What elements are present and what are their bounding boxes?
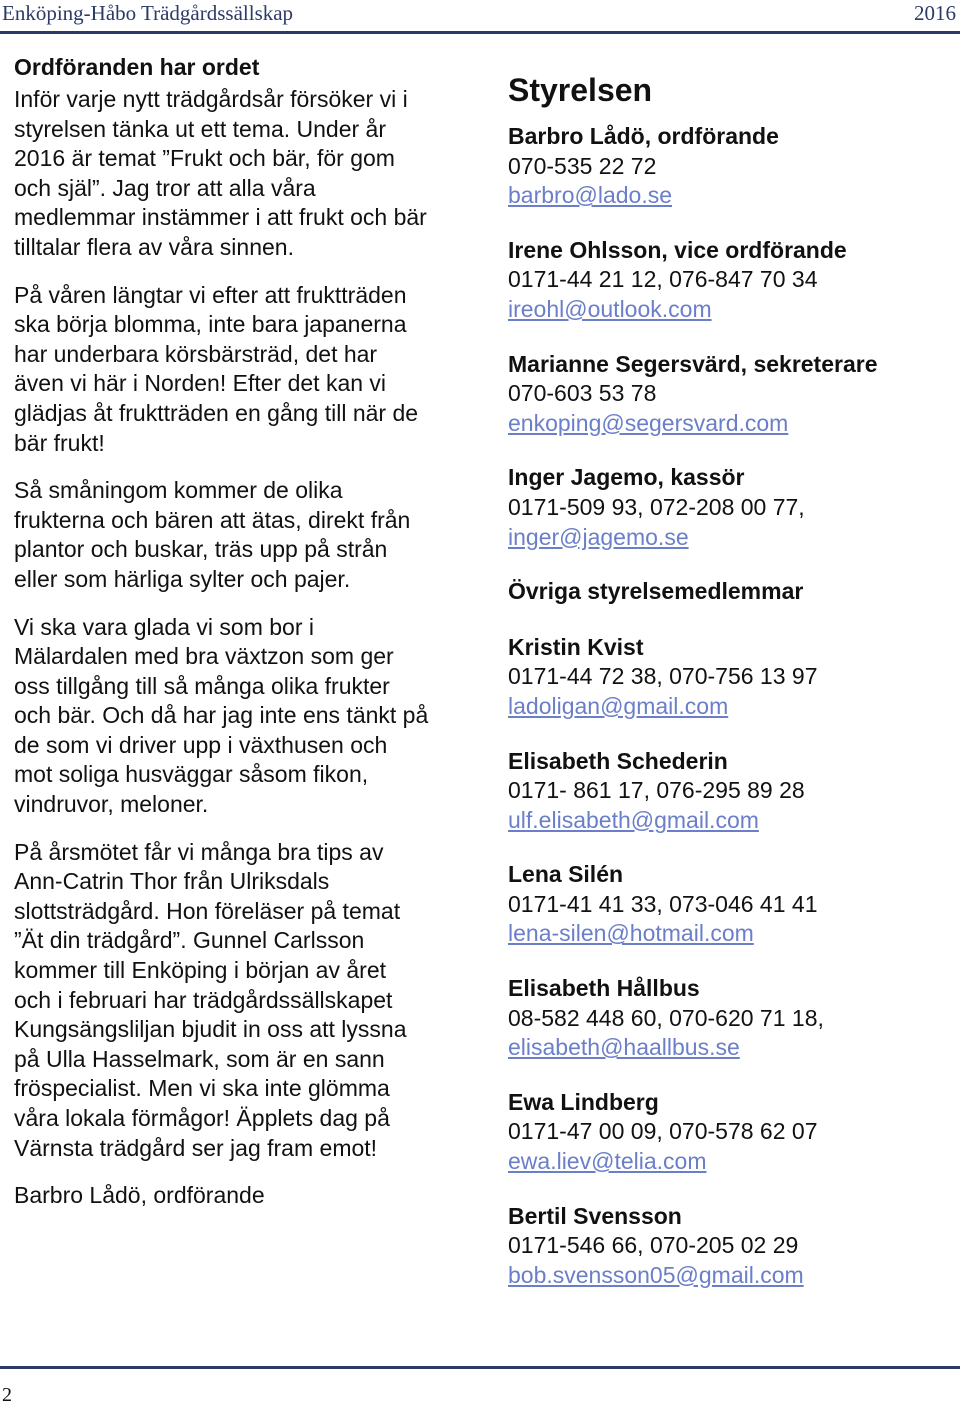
member-email-link[interactable]: ulf.elisabeth@gmail.com (508, 806, 759, 833)
page-number: 2 (2, 1384, 12, 1406)
member-name: Barbro Lådö, ordförande (508, 123, 779, 149)
member-phone: 0171-44 72 38, 070-756 13 97 (508, 663, 818, 690)
member-phone: 0171-44 21 12, 076-847 70 34 (508, 266, 818, 293)
chairman-article (14, 53, 429, 1229)
board-member (508, 350, 953, 439)
board-member (508, 860, 953, 949)
board-member (508, 1202, 953, 1291)
member-email-link[interactable]: enkoping@segersvard.com (508, 409, 789, 436)
board-member (508, 122, 953, 211)
member-phone: 0171- 861 17, 076-295 89 28 (508, 777, 805, 804)
member-phone: 0171-41 41 33, 073-046 41 41 (508, 890, 818, 917)
member-phone: 070-603 53 78 (508, 380, 657, 407)
member-name: Bertil Svensson (508, 1202, 682, 1229)
board-member (508, 236, 953, 325)
other-members-heading: Övriga styrelsemedlemmar (508, 578, 804, 605)
article-paragraph: Vi ska vara glada vi som bor i Mälardalen med bra växtzon som ger oss tillgång till så många olika frukter och bär. Och då har jag inte ens tänkt på de som vi driver upp i växthusen och mot soliga husväggar såsom fikon, vindruvor, meloner. (14, 613, 429, 818)
article-paragraph: Inför varje nytt trädgårdsår försöker vi i styrelsen tänka ut ett tema. Under år 2016 är temat ”Frukt och bär, för gom och själ”. Jag tror att alla våra medlemmar instämmer i att frukt och bär tilltalar flera av våra sinnen. (14, 86, 427, 260)
member-phone: 08-582 448 60, 070-620 71 18, (508, 1004, 824, 1031)
article-paragraph: På årsmötet får vi många bra tips av Ann-Catrin Thor från Ulriksdals slottsträdgård. Hon föreläser på temat ”Ät din trädgård”. Gunnel Carlsson kommer till Enköping i början av året och i februari har trädgårdssällskapet Kungsängsliljan bjudit in oss att lyssna på Ulla Hasselmark, som är en sann fröspecialist. Men vi ska inte glömma våra lokala förmågor! Äpplets dag på Värnsta trädgård ser jag fram emot! (14, 838, 407, 1161)
page-header (0, 0, 960, 30)
board-member (508, 974, 953, 1063)
member-phone: 0171-509 93, 072-208 00 77, (508, 493, 805, 520)
member-name: Kristin Kvist (508, 633, 644, 660)
member-phone: 070-535 22 72 (508, 152, 657, 179)
board-title: Styrelsen (508, 72, 653, 108)
board-member (508, 463, 953, 552)
board-member (508, 1088, 953, 1177)
member-name: Marianne Segersvärd, sekreterare (508, 350, 878, 377)
board-member (508, 747, 953, 836)
member-name: Elisabeth Hållbus (508, 975, 700, 1002)
member-name: Irene Ohlsson, vice ordförande (508, 236, 847, 263)
board-list (508, 70, 953, 1315)
member-name: Lena Silén (508, 861, 624, 888)
footer-rule (0, 1366, 960, 1369)
member-phone: 0171-546 66, 070-205 02 29 (508, 1232, 799, 1259)
member-email-link[interactable]: ladoligan@gmail.com (508, 692, 729, 719)
member-name: Inger Jagemo, kassör (508, 464, 745, 491)
member-name: Ewa Lindberg (508, 1088, 659, 1115)
header-org-name: Enköping-Håbo Trädgårdssällskap (2, 1, 294, 25)
board-member (508, 633, 953, 722)
header-year: 2016 (914, 1, 956, 25)
member-email-link[interactable]: ireohl@outlook.com (508, 295, 712, 322)
member-email-link[interactable]: elisabeth@haallbus.se (508, 1034, 740, 1061)
member-email-link[interactable]: inger@jagemo.se (508, 523, 689, 550)
member-phone: 0171-47 00 09, 070-578 62 07 (508, 1118, 818, 1145)
member-email-link[interactable]: lena-silen@hotmail.com (508, 920, 754, 947)
member-email-link[interactable]: ewa.liev@telia.com (508, 1148, 707, 1175)
member-email-link[interactable]: barbro@lado.se (508, 182, 672, 209)
article-paragraph: Så småningom kommer de olika frukterna och bären att ätas, direkt från plantor och buskar, träs upp på strån eller som härliga sylter och pajer. (14, 477, 411, 592)
member-name: Elisabeth Schederin (508, 747, 728, 774)
article-paragraph: På våren längtar vi efter att fruktträden ska börja blomma, inte bara japanerna har underbara körsbärsträd, det har även vi här i Norden! Efter det kan vi glädjas åt fruktträden en gång till när de bär frukt! (14, 281, 419, 456)
article-signature: Barbro Lådö, ordförande (14, 1182, 265, 1209)
member-email-link[interactable]: bob.svensson05@gmail.com (508, 1261, 804, 1288)
article-title: Ordföranden har ordet (14, 54, 260, 80)
header-rule (0, 31, 960, 34)
